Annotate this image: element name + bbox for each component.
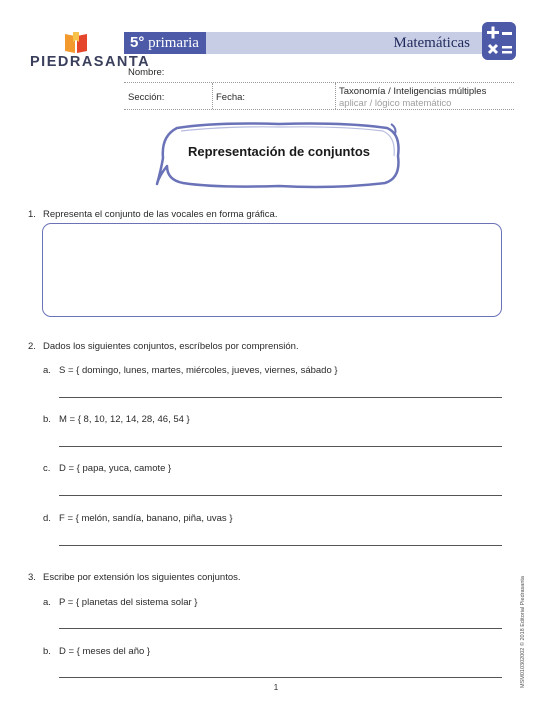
page-title: Representación de conjuntos <box>187 144 371 159</box>
item-letter: c. <box>43 463 51 474</box>
taxonomy-block <box>339 86 486 110</box>
taxonomy-subtitle: aplicar / lógico matemático <box>339 98 452 109</box>
seccion-line <box>124 109 514 110</box>
taxonomy-title: Taxonomía / Inteligencias múltiples <box>339 86 487 97</box>
subject-bar: Matemáticas <box>206 32 482 54</box>
field-divider <box>212 83 213 109</box>
page-number: 1 <box>273 683 279 692</box>
publisher-logo: PIEDRASANTA <box>30 54 151 70</box>
answer-line[interactable] <box>59 677 502 678</box>
answer-line[interactable] <box>59 397 502 398</box>
answer-line[interactable] <box>59 545 502 546</box>
answer-box[interactable] <box>42 223 502 317</box>
side-code-text: MSM010302002 © 2018 Editorial Piedrasanta <box>520 576 526 688</box>
question-3-text: Escribe por extensión los siguientes conjuntos. <box>43 572 241 583</box>
item-text: F = { melón, sandía, banano, piña, uvas } <box>59 513 233 524</box>
question-2-text: Dados los siguientes conjuntos, escríbelos por comprensión. <box>43 341 299 352</box>
item-letter: b. <box>43 646 51 657</box>
book-logo-icon <box>63 32 89 54</box>
answer-line[interactable] <box>59 495 502 496</box>
item-letter: a. <box>43 597 51 608</box>
item-text: S = { domingo, lunes, martes, miércoles, jueves, viernes, sábado } <box>59 365 338 376</box>
grade-word: primaria <box>148 35 199 51</box>
item-text: D = { papa, yuca, camote } <box>59 463 172 474</box>
nombre-label: Nombre: <box>128 67 165 78</box>
side-code <box>520 548 530 688</box>
question-3-number: 3. <box>28 572 36 583</box>
math-operations-icon <box>482 22 516 60</box>
answer-line[interactable] <box>59 446 502 447</box>
item-text: M = { 8, 10, 12, 14, 28, 46, 54 } <box>59 414 190 425</box>
item-text: P = { planetas del sistema solar } <box>59 597 198 608</box>
item-letter: d. <box>43 513 51 524</box>
question-1-text: Representa el conjunto de las vocales en forma gráfica. <box>43 209 278 220</box>
answer-line[interactable] <box>59 628 502 629</box>
fecha-label: Fecha: <box>216 92 246 103</box>
nombre-line <box>124 82 514 83</box>
question-1-number: 1. <box>28 209 36 220</box>
seccion-label: Sección: <box>128 92 165 103</box>
item-letter: b. <box>43 414 51 425</box>
grade-bar <box>124 32 206 54</box>
field-divider <box>335 83 336 109</box>
item-text: D = { meses del año } <box>59 646 151 657</box>
item-letter: a. <box>43 365 51 376</box>
question-2-number: 2. <box>28 341 36 352</box>
grade-number: 5° <box>130 34 145 51</box>
